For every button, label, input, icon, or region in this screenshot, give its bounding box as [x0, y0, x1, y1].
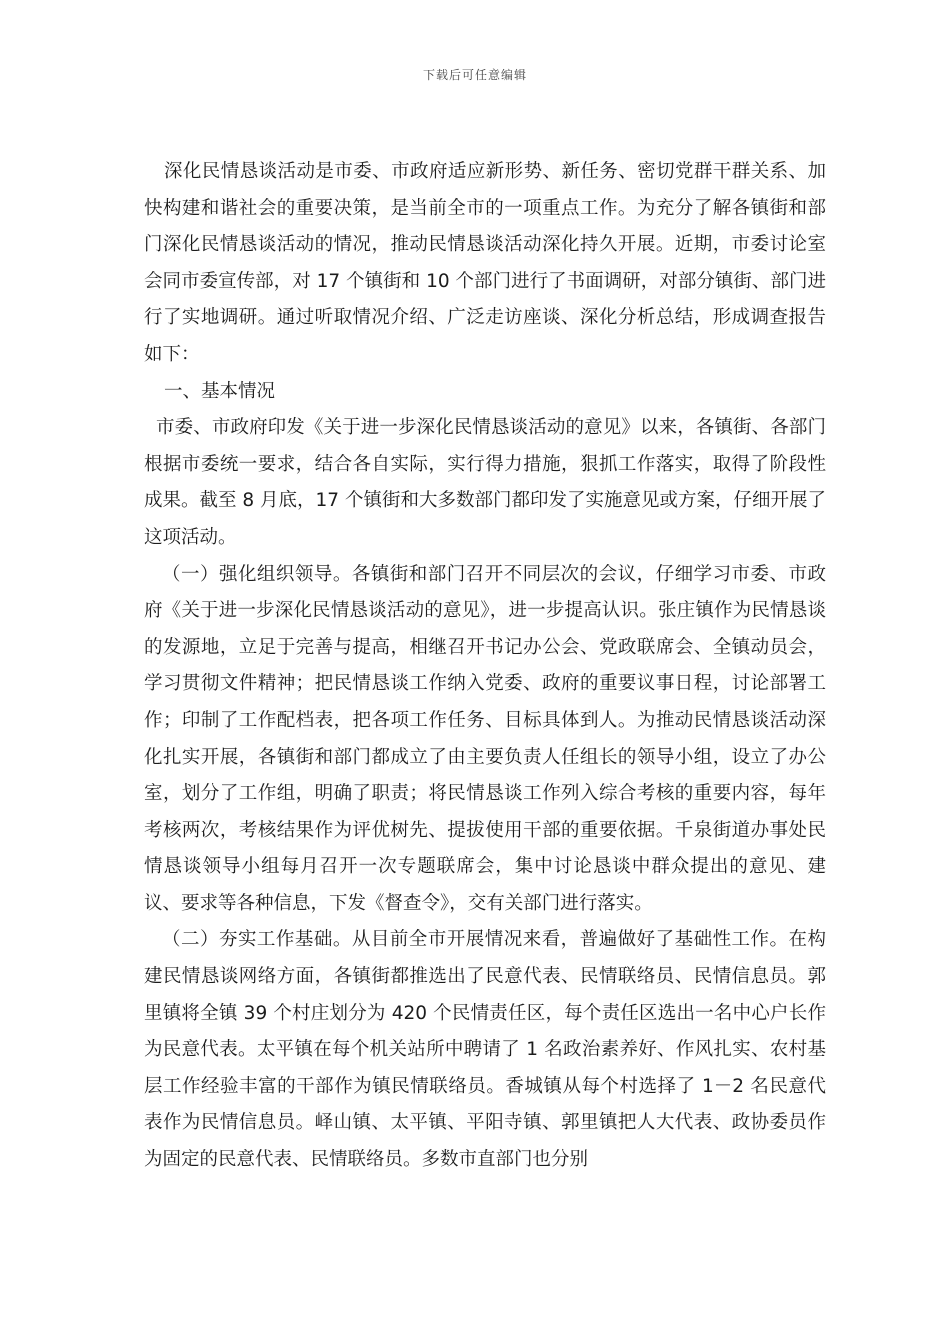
document-body — [144, 154, 826, 1179]
intro-paragraph: 深化民情恳谈活动是市委、市政府适应新形势、新任务、密切党群干群关系、加快构建和谐社会的重要决策，是当前全市的一项重点工作。为充分了解各镇街和部门深化民情恳谈活动的情况，推动民情恳谈活动深化持久开展。近期，市委讨论室会同市委宣传部，对 17 个镇街和 10 个部门进行了书面调研，对部分镇街、部门进行了实地调研。通过听取情况介绍、广泛走访座谈、深化分析总结，形成调查报告如下： — [144, 161, 826, 365]
header-note: 下载后可任意编辑 — [422, 68, 527, 82]
work-foundation-paragraph: （二）夯实工作基础。从目前全市开展情况来看，普遍做好了基础性工作。在构建民情恳谈网络方面，各镇街都推选出了民意代表、民情联络员、民情信息员。郭里镇将全镇 39 个村庄划分为 420 个民情责任区，每个责任区选出一名中心户长作为民意代表。太平镇在每个机关站所中聘请了 1 名政治素养好、作风扎实、农村基层工作经验丰富的干部作为镇民情联络员。香城镇从每个村选择了 1－2 名民意代表作为民情信息员。峄山镇、太平镇、平阳寺镇、郭里镇把人大代表、政协委员作为固定的民意代表、民情联络员。多数市直部门也分别 — [144, 929, 826, 1171]
basic-situation-paragraph: 市委、市政府印发《关于进一步深化民情恳谈活动的意见》以来，各镇街、各部门根据市委统一要求，结合各自实际，实行得力措施，狠抓工作落实，取得了阶段性成果。截至 8 月底，17 个镇街和大多数部门都印发了实施意见或方案，仔细开展了这项活动。 — [144, 417, 826, 548]
section-heading-basic-situation: 一、基本情况 — [164, 380, 276, 402]
organization-leadership-paragraph: （一）强化组织领导。各镇街和部门召开不同层次的会议，仔细学习市委、市政府《关于进一步深化民情恳谈活动的意见》，进一步提高认识。张庄镇作为民情恳谈的发源地，立足于完善与提高，相继召开书记办公会、党政联席会、全镇动员会，学习贯彻文件精神；把民情恳谈工作纳入党委、政府的重要议事日程，讨论部署工作；印制了工作配档表，把各项工作任务、目标具体到人。为推动民情恳谈活动深化扎实开展，各镇街和部门都成立了由主要负责人任组长的领导小组，设立了办公室，划分了工作组，明确了职责；将民情恳谈工作列入综合考核的重要内容，每年考核两次，考核结果作为评优树先、提拔使用干部的重要依据。千泉街道办事处民情恳谈领导小组每月召开一次专题联席会，集中讨论恳谈中群众提出的意见、建议、要求等各种信息，下发《督查令》，交有关部门进行落实。 — [144, 563, 826, 914]
